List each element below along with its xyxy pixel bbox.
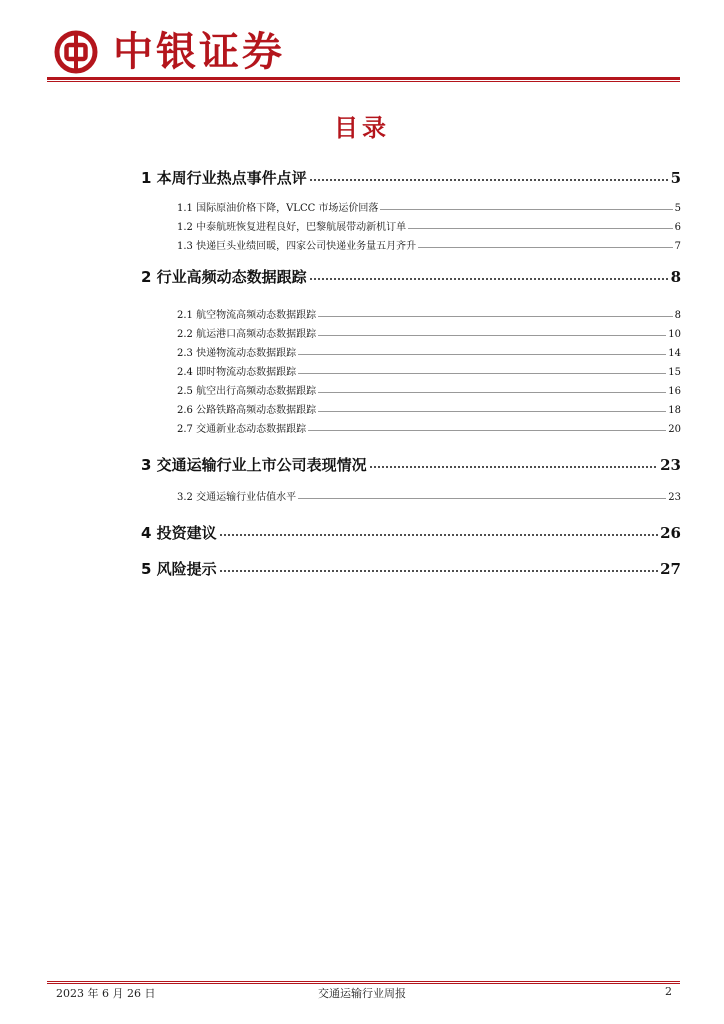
toc-chapter-entry[interactable] [141,167,681,188]
footer-divider [47,981,680,982]
toc-entry-page: 20 [668,424,681,435]
toc-entry-page: 8 [670,268,681,286]
toc-section-entry[interactable] [177,325,681,340]
toc-entry-label: 2.5 航空出行高频动态数据跟踪 [177,386,317,397]
toc-entry-label: 2.1 航空物流高频动态数据跟踪 [177,310,317,321]
toc-chapter-entry[interactable] [141,266,681,287]
toc-section-entry[interactable] [177,306,681,321]
toc-entry-page: 15 [668,367,681,378]
toc-entry-page: 8 [674,310,681,321]
toc-entry-label: 1.2 中泰航班恢复进程良好，巴黎航展带动新机订单 [177,222,407,233]
toc-entry-label: 3.2 交通运输行业估值水平 [177,492,297,503]
toc-section-entry[interactable] [177,237,681,252]
toc-dot-leader [298,365,666,375]
toc-chapter-entry[interactable] [141,558,681,579]
toc-entry-page: 26 [660,524,681,542]
toc-section-entry[interactable] [177,401,681,416]
toc-entry-label: 1 本周行业热点事件点评 [141,169,307,187]
toc-entry-label: 2.4 即时物流动态数据跟踪 [177,367,297,378]
toc-dot-leader [219,523,658,538]
footer-report-name: 交通运输行业周报 [318,987,406,1000]
toc-chapter-entry[interactable] [141,522,681,543]
toc-chapter-entry[interactable] [141,454,681,475]
toc-section-entry[interactable] [177,218,681,233]
toc-dot-leader [318,308,673,318]
toc-section-entry[interactable] [177,344,681,359]
toc-entry-page: 5 [670,169,681,187]
toc-dot-leader [418,239,673,249]
bank-of-china-logo-icon [54,30,98,74]
toc-title: 目录 [334,114,390,142]
toc-section-entry[interactable] [177,363,681,378]
toc-dot-leader [308,422,666,432]
toc-section-entry[interactable] [177,382,681,397]
toc-dot-leader [309,267,669,282]
toc-dot-leader [298,346,666,356]
header-divider [47,77,680,80]
toc-dot-leader [318,327,666,337]
toc-entry-page: 27 [660,560,681,578]
toc-entry-page: 7 [674,241,681,252]
toc-entry-page: 23 [660,456,681,474]
toc-entry-label: 2.6 公路铁路高频动态数据跟踪 [177,405,317,416]
toc-dot-leader [219,559,658,574]
toc-entry-page: 16 [668,386,681,397]
toc-entry-label: 1.3 快递巨头业绩回暖，四家公司快递业务量五月齐升 [177,241,417,252]
toc-entry-page: 14 [668,348,681,359]
toc-entry-label: 1.1 国际原油价格下降，VLCC 市场运价回落 [177,203,379,214]
page-header [0,0,724,90]
toc-entry-page: 23 [668,492,681,503]
toc-section-entry[interactable] [177,199,681,214]
toc-entry-label: 2 行业高频动态数据跟踪 [141,268,307,286]
toc-entry-label: 2.7 交通新业态动态数据跟踪 [177,424,307,435]
toc-entry-label: 2.2 航运港口高频动态数据跟踪 [177,329,317,340]
toc-dot-leader [298,490,666,500]
toc-entry-label: 4 投资建议 [141,524,217,542]
toc-entry-label: 3 交通运输行业上市公司表现情况 [141,456,367,474]
toc-dot-leader [318,384,666,394]
header-divider-thin [47,81,680,82]
toc-section-entry[interactable] [177,488,681,503]
toc-entry-page: 6 [674,222,681,233]
footer-date: 2023 年 6 月 26 日 [56,987,156,1000]
toc-entry-page: 18 [668,405,681,416]
footer-page-number: 2 [665,985,672,998]
toc-dot-leader [369,455,658,470]
toc-entry-label: 2.3 快递物流动态数据跟踪 [177,348,297,359]
toc-entry-label: 5 风险提示 [141,560,217,578]
toc-section-entry[interactable] [177,420,681,435]
footer-divider-thin [47,983,680,984]
toc-dot-leader [408,220,673,230]
toc-dot-leader [318,403,666,413]
brand-name: 中银证券 [113,29,285,75]
toc-entry-page: 10 [668,329,681,340]
toc-dot-leader [309,168,669,183]
toc-entry-page: 5 [674,203,681,214]
toc-dot-leader [380,201,672,211]
